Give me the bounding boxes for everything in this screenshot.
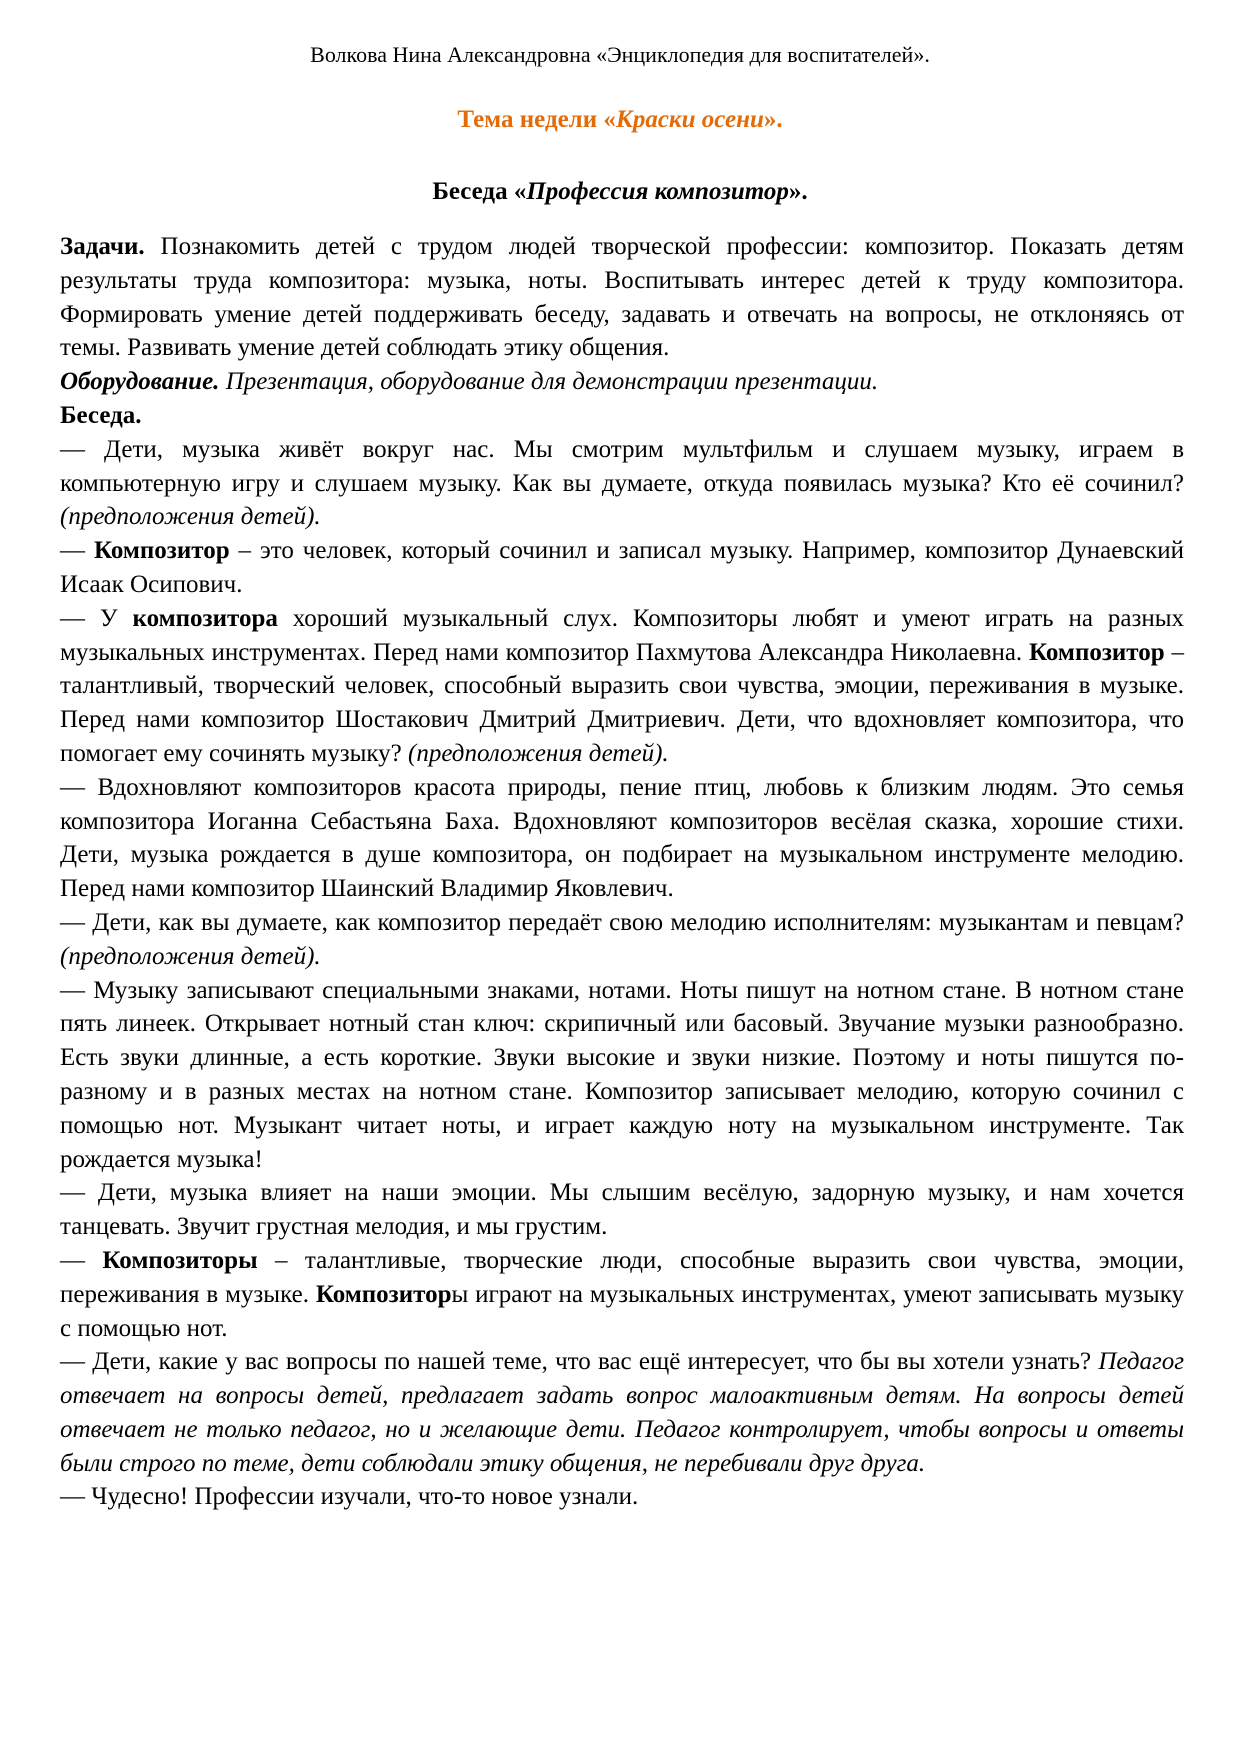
- teacher-instruction: Педагог отвечает на вопросы детей, предлагает задать вопрос малоактивным детям. На вопросы детей отвечает не только педагог, но и желающие дети. Педагог контролирует, чтобы вопросы и ответы были строго по теме, дети соблюдали этику общения, не перебивали друг друга.: [60, 1348, 1184, 1477]
- term: Композитор: [93, 537, 230, 565]
- tasks-paragraph: [60, 230, 1184, 365]
- subtitle-topic: Профессия композитор: [526, 178, 789, 205]
- tasks-label: Задачи.: [60, 233, 145, 260]
- dialogue-paragraph: [60, 1244, 1184, 1345]
- text: – талантливые, творческие люди, способные выразить свои чувства, эмоции, переживания в музыке.: [60, 1246, 1184, 1308]
- title-prefix: Тема недели «: [457, 106, 616, 133]
- term: Композитор: [315, 1280, 452, 1308]
- title-suffix: ».: [763, 106, 783, 133]
- dialogue-paragraph: [60, 602, 1184, 771]
- text: — Чудесно! Профессии изучали, что-то новое узнали.: [60, 1483, 639, 1511]
- term: Композиторы: [102, 1246, 258, 1274]
- text: — Дети, какие у вас вопросы по нашей теме, что вас ещё интересует, что бы вы хотели узнать?: [60, 1348, 1099, 1376]
- subtitle-suffix: ».: [788, 178, 808, 205]
- dialogue-paragraph: [60, 974, 1184, 1177]
- conversation-title: [0, 178, 1240, 206]
- dialogue-paragraph: [60, 906, 1184, 974]
- text: —: [60, 1246, 103, 1274]
- text: Познакомить детей с трудом людей творческой профессии: композитор. Показать детям результаты труда композитора: музыка, ноты. Воспитывать интерес детей к труду композитора. Формировать умение детей поддерживать беседу, задавать и отвечать на вопросы, не отклоняясь от темы. Развивать умение детей соблюдать этику общения.: [60, 233, 1184, 362]
- document-body: [60, 230, 1184, 1514]
- note: (предположения детей).: [60, 503, 321, 531]
- text: Беседа.: [60, 401, 142, 429]
- dialogue-paragraph: [60, 1345, 1184, 1480]
- note: (предположения детей).: [408, 739, 669, 767]
- equipment-paragraph: [60, 365, 1184, 399]
- dialogue-paragraph: [60, 1176, 1184, 1244]
- term: Композитор: [1029, 638, 1165, 666]
- text: — Музыку записывают специальными знаками, нотами. Ноты пишут на нотном стане. В нотном стане пять линеек. Открывает нотный стан ключ: скрипичный или басовый. Звучание музыки разнообразно. Есть звуки длинные, а есть короткие. Звуки высокие и звуки низкие. Поэтому и ноты пишутся по-разному и в разных местах на нотном стане. Композитор записывает мелодию, которую сочинил с помощью нот. Музыкант читает ноты, и играет каждую ноту на музыкальном инструменте. Так рождается музыка!: [60, 976, 1184, 1173]
- term: композитора: [132, 604, 278, 632]
- closing-paragraph: [60, 1480, 1184, 1514]
- conversation-label: [60, 399, 1184, 433]
- text: – это человек, который сочинил и записал музыку. Например, композитор Дунаевский Исаак Осипович.: [60, 537, 1185, 598]
- text: хороший музыкальный слух. Композиторы любят и умеют играть на разных музыкальных инструментах. Перед нами композитор Пахмутова Александра Николаевна.: [60, 604, 1184, 666]
- text: — Дети, музыка влияет на наши эмоции. Мы слышим весёлую, задорную музыку, и нам хочется танцевать. Звучит грустная мелодия, и мы грустим.: [60, 1179, 1184, 1241]
- text: — Вдохновляют композиторов красота природы, пение птиц, любовь к близким людям. Это семья композитора Иоганна Себастьяна Баха. Вдохновляют композиторов весёлая сказка, хорошие стихи. Дети, музыка рождается в душе композитора, он подбирает на музыкальном инструменте мелодию. Перед нами композитор Шаинский Владимир Яковлевич.: [60, 773, 1184, 903]
- text: — У: [60, 604, 133, 632]
- title-theme: Краски осени: [615, 106, 764, 133]
- dialogue-paragraph: [60, 433, 1184, 534]
- subtitle-prefix: Беседа «: [432, 178, 527, 205]
- text: Презентация, оборудование для демонстрации презентации.: [219, 368, 879, 396]
- text: – талантливый, творческий человек, способный выразить свои чувства, эмоции, переживания в музыке. Перед нами композитор Шостакович Дмитрий Дмитриевич. Дети, что вдохновляет композитора, что помогает ему сочинять музыку?: [60, 638, 1185, 767]
- week-theme-title: [0, 106, 1240, 134]
- document-header: Волкова Нина Александровна «Энциклопедия для воспитателей».: [310, 42, 930, 67]
- dialogue-paragraph: [60, 771, 1184, 906]
- text: — Дети, как вы думаете, как композитор передаёт свою мелодию исполнителям: музыкантам и певцам?: [60, 908, 1184, 936]
- equipment-label: Оборудование.: [60, 368, 220, 396]
- text: ы играют на музыкальных инструментах, умеют записывать музыку с помощью нот.: [60, 1280, 1185, 1342]
- dialogue-paragraph: [60, 534, 1184, 602]
- text: —: [60, 537, 94, 565]
- text: — Дети, музыка живёт вокруг нас. Мы смотрим мультфильм и слушаем музыку, играем в компьютерную игру и слушаем музыку. Как вы думаете, откуда появилась музыка? Кто её сочинил?: [60, 435, 1184, 497]
- note: (предположения детей).: [60, 942, 321, 970]
